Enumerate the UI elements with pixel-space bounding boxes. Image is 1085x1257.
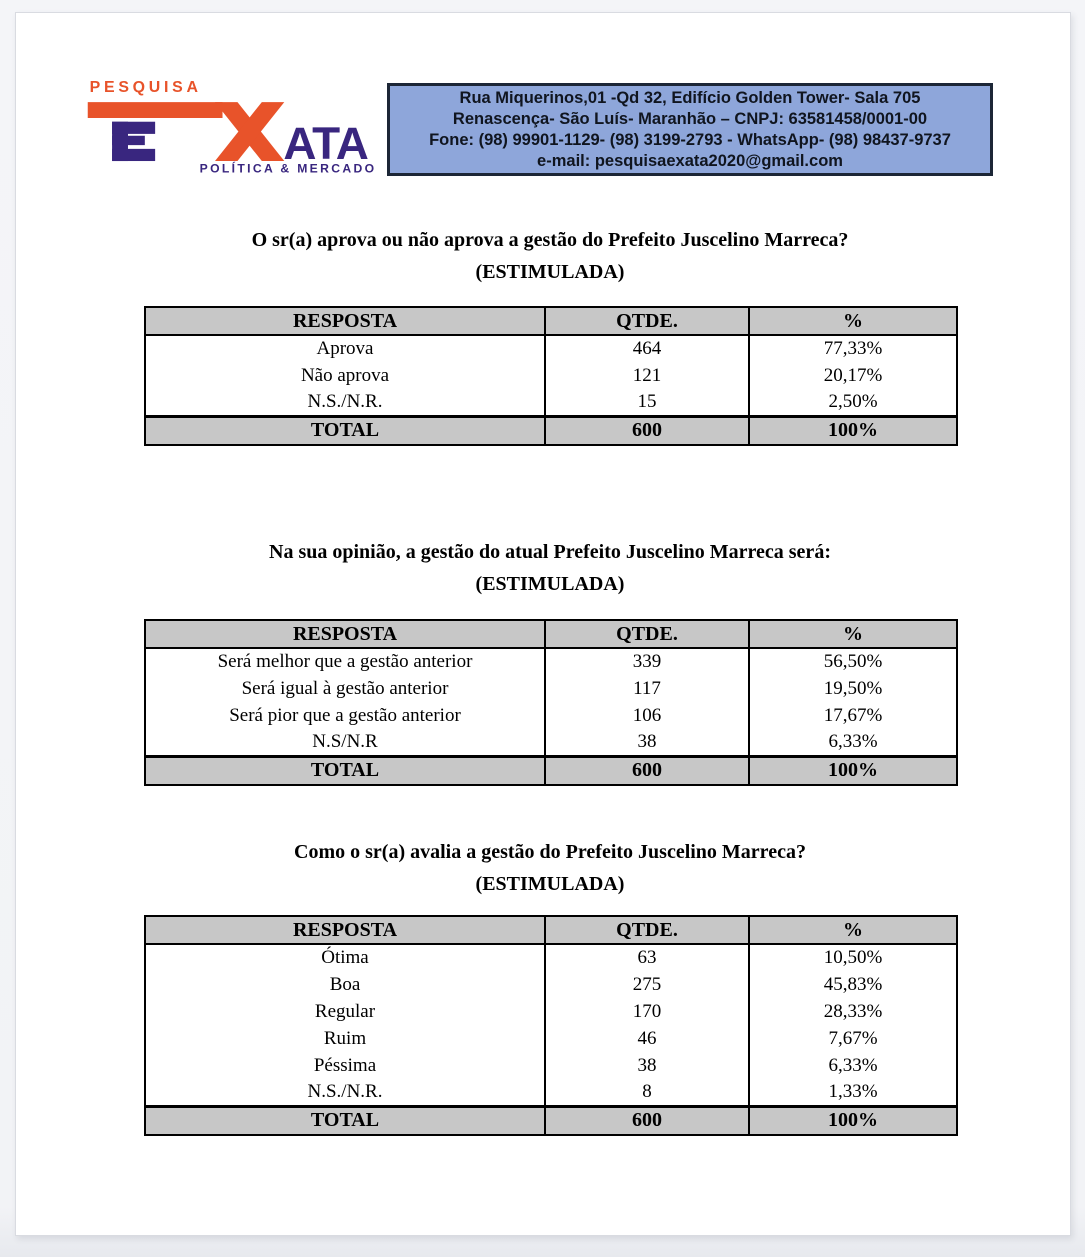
col-header-qtde: QTDE. xyxy=(545,620,749,648)
table-cell: 339 xyxy=(545,648,749,675)
table-row xyxy=(145,1079,957,1106)
document-page xyxy=(15,12,1071,1236)
table-cell: 56,50% xyxy=(749,648,957,675)
table-cell: 6,33% xyxy=(749,1052,957,1079)
table-row xyxy=(145,1052,957,1079)
table-cell: 20,17% xyxy=(749,362,957,389)
col-header-pct: % xyxy=(749,916,957,944)
col-header-pct: % xyxy=(749,307,957,335)
table-total-row xyxy=(145,756,957,785)
table-total-row xyxy=(145,1106,957,1135)
table-cell: Ruim xyxy=(323,1027,367,1049)
table-row xyxy=(145,675,957,702)
table-cell: 63 xyxy=(545,944,749,971)
total-pct-cell: 100% xyxy=(749,416,957,445)
table-cell: Regular xyxy=(314,1000,376,1022)
question-subtitle: (ESTIMULADA) xyxy=(475,261,625,283)
table-cell: Ótima xyxy=(321,947,369,968)
table-cell: Aprova xyxy=(316,338,374,359)
table-cell: 7,67% xyxy=(749,1025,957,1052)
table-total-row xyxy=(145,416,957,445)
exata-logo-graphic xyxy=(84,73,376,177)
results-table xyxy=(144,915,958,1136)
logo-pesquisa-label: PESQUISA xyxy=(89,78,202,96)
total-qtde-cell: 600 xyxy=(545,416,749,445)
table-cell: 17,67% xyxy=(749,702,957,729)
table-cell: Será pior que a gestão anterior xyxy=(229,704,461,726)
table-cell: 117 xyxy=(545,675,749,702)
col-header-qtde: QTDE. xyxy=(545,307,749,335)
contact-address-line: Rua Miquerinos,01 -Qd 32, Edifício Golden Tower- Sala 705 xyxy=(459,89,921,107)
table-cell: Será melhor que a gestão anterior xyxy=(217,651,473,672)
col-header-resposta: RESPOSTA xyxy=(145,620,545,648)
table-cell: N.S/N.R xyxy=(312,730,378,752)
table-cell: 38 xyxy=(545,729,749,756)
table-cell: N.S./N.R. xyxy=(307,390,383,412)
table-cell: 28,33% xyxy=(749,998,957,1025)
logo-bar-shape xyxy=(88,102,223,118)
table-cell: 275 xyxy=(545,971,749,998)
col-header-pct: % xyxy=(749,620,957,648)
results-table xyxy=(144,619,958,786)
logo-letter-e-shape xyxy=(112,122,155,161)
results-table xyxy=(144,306,958,446)
survey-section-approval xyxy=(144,227,956,446)
contact-cnpj-line: Renascença- São Luís- Maranhão – CNPJ: 63581458/0001-00 xyxy=(452,110,928,128)
table-row xyxy=(145,998,957,1025)
table-cell: 19,50% xyxy=(749,675,957,702)
logo-letter-x-shape xyxy=(215,102,284,161)
table-row xyxy=(145,335,957,362)
total-label-cell: TOTAL xyxy=(145,1106,545,1135)
table-cell: 6,33% xyxy=(749,729,957,756)
survey-section-expectation xyxy=(144,539,956,786)
survey-section-evaluation xyxy=(144,839,956,1136)
table-row xyxy=(145,389,957,416)
col-header-qtde: QTDE. xyxy=(545,916,749,944)
table-cell: 121 xyxy=(545,362,749,389)
table-cell: 2,50% xyxy=(749,389,957,416)
total-pct-cell: 100% xyxy=(749,1106,957,1135)
table-cell: 8 xyxy=(545,1079,749,1106)
contact-email-line: e-mail: pesquisaexata2020@gmail.com xyxy=(537,152,843,170)
question-title: Na sua opinião, a gestão do atual Prefeito Juscelino Marreca será: xyxy=(269,541,831,563)
table-row xyxy=(145,971,957,998)
table-cell: 170 xyxy=(545,998,749,1025)
table-cell: Péssima xyxy=(313,1054,377,1076)
logo-ata-letters: ATA xyxy=(283,117,368,170)
table-cell: 77,33% xyxy=(749,335,957,362)
logo-subtitle: POLÍTICA & MERCADO xyxy=(199,161,376,176)
question-subtitle: (ESTIMULADA) xyxy=(475,573,625,595)
table-cell: Não aprova xyxy=(300,364,390,386)
table-cell: Boa xyxy=(329,973,361,995)
col-header-resposta: RESPOSTA xyxy=(145,916,545,944)
table-row xyxy=(145,729,957,756)
table-cell: 106 xyxy=(545,702,749,729)
table-cell: N.S./N.R. xyxy=(307,1080,383,1102)
brand-logo xyxy=(84,73,376,177)
table-header-row xyxy=(145,307,957,335)
table-header-row xyxy=(145,916,957,944)
contact-phone-line: Fone: (98) 99901-1129- (98) 3199-2793 - WhatsApp- (98) 98437-9737 xyxy=(429,131,951,149)
table-cell: 464 xyxy=(545,335,749,362)
total-pct-cell: 100% xyxy=(749,756,957,785)
table-row xyxy=(145,944,957,971)
question-title: O sr(a) aprova ou não aprova a gestão do Prefeito Juscelino Marreca? xyxy=(251,229,849,251)
table-cell: 1,33% xyxy=(749,1079,957,1106)
table-cell: Será igual à gestão anterior xyxy=(241,677,449,699)
question-title: Como o sr(a) avalia a gestão do Prefeito Juscelino Marreca? xyxy=(294,841,806,863)
table-row xyxy=(145,702,957,729)
table-row xyxy=(145,648,957,675)
table-cell: 10,50% xyxy=(749,944,957,971)
table-row xyxy=(145,362,957,389)
contact-info-box xyxy=(387,83,993,176)
table-cell: 46 xyxy=(545,1025,749,1052)
table-row xyxy=(145,1025,957,1052)
total-qtde-cell: 600 xyxy=(545,1106,749,1135)
table-cell: 38 xyxy=(545,1052,749,1079)
total-label-cell: TOTAL xyxy=(145,756,545,785)
table-cell: 45,83% xyxy=(749,971,957,998)
col-header-resposta: RESPOSTA xyxy=(145,307,545,335)
table-cell: 15 xyxy=(545,389,749,416)
total-qtde-cell: 600 xyxy=(545,756,749,785)
question-subtitle: (ESTIMULADA) xyxy=(475,873,625,895)
total-label-cell: TOTAL xyxy=(145,416,545,445)
table-header-row xyxy=(145,620,957,648)
